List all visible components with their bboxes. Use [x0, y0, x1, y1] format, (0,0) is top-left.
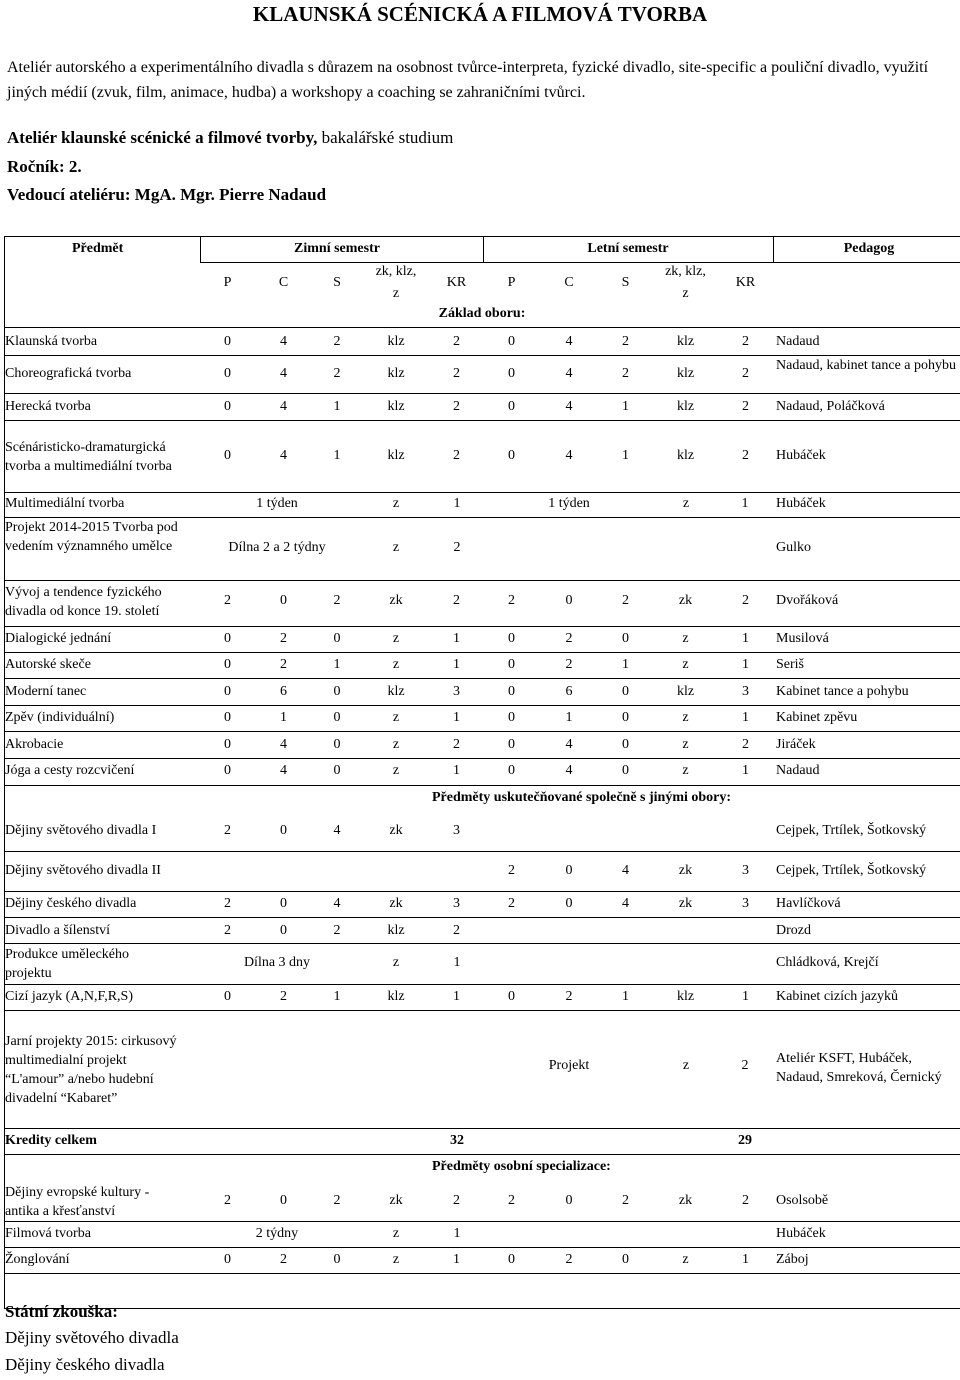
table-cell: klz [387, 366, 405, 381]
table-cell: 1 [333, 448, 341, 463]
table-cell: 2 [333, 923, 341, 938]
teacher-name: Havlíčková [776, 896, 841, 911]
table-cell: 2 [508, 1193, 515, 1208]
teacher-name: Nadaud, kabinet tance a pohybu [776, 358, 956, 373]
table-cell: 0 [280, 823, 287, 838]
header-exam-type: zk, klz, [665, 264, 706, 279]
table-cell: z [392, 657, 400, 672]
table-cell: 0 [565, 863, 573, 878]
table-cell: 2 [622, 593, 629, 608]
table-cell: 6 [565, 684, 573, 699]
table-cell: 2 [453, 593, 460, 608]
table-cell: 2 [453, 399, 460, 414]
table-cell: 0 [333, 631, 341, 646]
subject-name: Scénáristicko-dramaturgická tvorba a multimediální tvorba [5, 440, 172, 474]
table-cell: z [392, 737, 400, 752]
row-divider [4, 1221, 960, 1222]
row-divider [4, 1154, 960, 1155]
table-cell: 0 [224, 684, 231, 699]
table-cell: zk [678, 863, 693, 878]
row-divider [4, 705, 960, 706]
table-cell: 0 [280, 593, 287, 608]
program-line [7, 128, 453, 148]
row-divider [4, 1308, 960, 1309]
table-cell: 2 [333, 593, 341, 608]
intro-text: Ateliér autorského a experimentálního divadla s důrazem na osobnost tvůrce-interpreta, fyzické divadlo, site-specific a pouliční divadlo, využití jiných médií (zvuk, film, animace, hudba) a workshopy a coaching se zahraničními tvůrci. [7, 59, 929, 101]
subject-name: Multimediální tvorba [5, 496, 125, 511]
subject-name: Filmová tvorba [5, 1226, 91, 1241]
row-divider [4, 1273, 960, 1274]
table-cell: klz [387, 989, 405, 1004]
table-cell: 1 [453, 955, 461, 970]
row-divider [4, 1010, 960, 1011]
teacher-name: Musilová [776, 631, 829, 646]
row-divider [4, 917, 960, 918]
study-plan-table [2, 236, 959, 1308]
table-cell: 2 [742, 366, 749, 381]
table-cell: 2 [280, 1252, 287, 1267]
year-line: Ročník: 2. [7, 157, 82, 176]
table-cell: z [682, 657, 689, 672]
table-cell: z [392, 496, 400, 511]
table-cell: 2 [742, 593, 749, 608]
table-cell: 2 [280, 657, 287, 672]
subject-name: Cizí jazyk (A,N,F,R,S) [5, 989, 133, 1004]
table-cell: 2 [333, 1193, 341, 1208]
state-exam-item: Dějiny světového divadla [5, 1328, 179, 1347]
table-cell: 4 [622, 896, 629, 911]
teacher-name: Drozd [776, 923, 811, 938]
teacher-name: Nadaud [776, 763, 820, 778]
table-cell: 4 [565, 448, 573, 463]
header-exam-type: zk, klz, [375, 264, 417, 279]
table-cell: 4 [280, 448, 287, 463]
table-cell: 0 [508, 334, 515, 349]
table-cell: z [682, 496, 690, 511]
table-cell: 2 [453, 737, 460, 752]
table-cell: 2 [742, 334, 749, 349]
row-divider [4, 580, 960, 581]
table-cell: 4 [280, 334, 287, 349]
table-cell: klz [676, 684, 695, 699]
table-cell: 0 [565, 1193, 573, 1208]
table-cell: 4 [280, 366, 287, 381]
row-divider [4, 678, 960, 679]
subject-name: Dějiny světového divadla I [5, 823, 157, 838]
table-cell: 1 [622, 448, 629, 463]
table-cell: 4 [280, 763, 287, 778]
subject-name: Choreografická tvorba [5, 366, 132, 381]
row-divider [4, 851, 960, 852]
teacher-name: Ateliér KSFT, Hubáček, Nadaud, Smreková, Černický [776, 1051, 942, 1085]
teacher-name: Dvořáková [776, 593, 839, 608]
header-col-kr: KR [446, 275, 467, 290]
column-divider [200, 236, 201, 262]
header-col-s: S [621, 275, 630, 290]
document-title: KLAUNSKÁ SCÉNICKÁ A FILMOVÁ TVORBA [252, 2, 708, 26]
table-cell: 2 [280, 989, 287, 1004]
table-cell: 1 [565, 710, 573, 725]
table-cell: 2 [742, 399, 749, 414]
subject-name: Autorské skeče [5, 657, 91, 672]
table-cell: 1 [453, 710, 460, 725]
program-name: Ateliér klaunské scénické a filmové tvorby, [7, 128, 318, 147]
table-cell: 0 [224, 448, 231, 463]
table-cell: 1 [453, 989, 460, 1004]
section-specialization: Předměty osobní specializace: [432, 1159, 611, 1174]
table-cell: zk [389, 823, 403, 838]
header-col-kr: KR [735, 275, 756, 290]
row-divider [4, 626, 960, 627]
header-col-c: C [564, 275, 574, 290]
table-cell: 1 [333, 399, 341, 414]
span-cell: 1 týden [548, 496, 590, 511]
table-cell: 2 [453, 366, 460, 381]
table-cell: z [392, 1226, 400, 1241]
state-exam-item: Dějiny českého divadla [5, 1355, 165, 1374]
table-cell: 4 [565, 366, 573, 381]
total-summer: 29 [738, 1133, 752, 1148]
table-cell: 0 [508, 657, 515, 672]
teacher-name: Osolsobě [776, 1193, 829, 1208]
subject-name: Dějiny českého divadla [5, 896, 137, 911]
row-divider [4, 984, 960, 985]
row-divider [4, 327, 960, 328]
table-cell: 2 [565, 989, 573, 1004]
table-cell: z [392, 1252, 400, 1267]
subject-name: Zpěv (individuální) [5, 710, 115, 725]
teacher-name: Gulko [776, 540, 811, 555]
table-cell: 0 [622, 684, 629, 699]
table-cell: z [392, 710, 400, 725]
table-cell: z [392, 631, 400, 646]
table-cell: 2 [742, 737, 749, 752]
table-cell: 2 [622, 334, 629, 349]
table-cell: klz [676, 334, 695, 349]
teacher-name: Cejpek, Trtílek, Šotkovský [776, 863, 927, 878]
table-cell: 3 [453, 823, 460, 838]
subject-name: Kredity celkem [5, 1133, 97, 1148]
row-divider [4, 492, 960, 493]
row-divider [4, 1128, 960, 1129]
table-cell: 0 [622, 737, 629, 752]
table-cell: z [682, 737, 689, 752]
table-cell: zk [678, 1193, 693, 1208]
table-cell: 0 [622, 1252, 629, 1267]
table-cell: 0 [224, 1252, 231, 1267]
subject-name: Akrobacie [5, 737, 64, 752]
table-cell: 2 [741, 1058, 749, 1073]
table-cell: 4 [622, 863, 629, 878]
column-divider [483, 236, 484, 262]
table-cell: 2 [565, 657, 573, 672]
table-cell: 1 [622, 657, 629, 672]
teacher-name: Kabinet cizích jazyků [776, 989, 899, 1004]
table-cell: 1 [453, 496, 461, 511]
table-cell: klz [676, 366, 695, 381]
table-cell: 2 [224, 1193, 231, 1208]
table-cell: 1 [333, 657, 341, 672]
table-cell: 0 [508, 366, 515, 381]
teacher-name: Záboj [776, 1252, 809, 1267]
section-shared: Předměty uskutečňované společně s jinými obory: [432, 790, 732, 805]
row-divider [200, 262, 960, 263]
table-cell: 0 [224, 366, 231, 381]
table-cell: 0 [224, 989, 231, 1004]
teacher-name: Cejpek, Trtílek, Šotkovský [776, 823, 927, 838]
subject-name: Klaunská tvorba [5, 334, 98, 349]
head-line: Vedoucí ateliéru: MgA. Mgr. Pierre Nadaud [7, 185, 327, 204]
table-cell: 2 [622, 366, 629, 381]
subject-name: Dějiny evropské kultury - antika a křesťanství [5, 1185, 150, 1219]
teacher-name: Nadaud [776, 334, 820, 349]
table-cell: 0 [224, 399, 231, 414]
table-cell: z [682, 631, 689, 646]
teacher-name: Kabinet tance a pohybu [776, 684, 909, 699]
table-cell: z [682, 763, 689, 778]
table-cell: 3 [742, 684, 749, 699]
table-cell: 1 [453, 631, 460, 646]
table-cell: z [682, 1058, 690, 1073]
table-cell: 3 [453, 684, 460, 699]
table-cell: 2 [224, 823, 231, 838]
table-cell: 2 [333, 334, 341, 349]
table-cell: 0 [622, 763, 629, 778]
table-cell: 0 [622, 631, 629, 646]
table-cell: 6 [280, 684, 287, 699]
state-exam-title: Státní zkouška: [5, 1302, 118, 1321]
table-cell: 2 [453, 334, 460, 349]
table-cell: z [392, 540, 400, 555]
subject-name: Moderní tanec [5, 684, 87, 699]
table-cell: klz [387, 684, 405, 699]
table-cell: 0 [508, 763, 515, 778]
table-cell: 4 [565, 334, 573, 349]
row-divider [4, 943, 960, 944]
table-cell: 1 [622, 399, 629, 414]
table-cell: 4 [565, 763, 573, 778]
table-cell: z [682, 1252, 689, 1267]
table-cell: 2 [565, 1252, 573, 1267]
table-cell: 1 [742, 631, 749, 646]
header-summer: Letní semestr [587, 241, 669, 256]
table-cell: 1 [742, 657, 749, 672]
table-cell: 1 [741, 496, 749, 511]
teacher-name: Hubáček [776, 496, 826, 511]
row-divider [4, 236, 960, 237]
table-cell: 2 [224, 896, 231, 911]
subject-name: Produkce uměleckého projektu [5, 947, 130, 981]
table-cell: 4 [565, 399, 573, 414]
table-cell: 3 [742, 863, 749, 878]
header-col-s: S [333, 275, 341, 290]
table-cell: klz [387, 923, 405, 938]
table-cell: klz [676, 989, 695, 1004]
table-cell: 0 [565, 593, 573, 608]
teacher-name: Chládková, Krejčí [776, 955, 879, 970]
subject-name: Vývoj a tendence fyzického divadla od konce 19. století [5, 585, 162, 619]
table-cell: 2 [508, 863, 515, 878]
table-cell: klz [387, 399, 405, 414]
table-cell: 2 [742, 1193, 749, 1208]
table-cell: z [392, 763, 400, 778]
row-divider [4, 1247, 960, 1248]
table-cell: 0 [508, 399, 515, 414]
header-teacher: Pedagog [843, 241, 895, 256]
table-cell: 0 [280, 896, 287, 911]
table-cell: 0 [224, 631, 231, 646]
table-cell: 1 [453, 1252, 460, 1267]
table-cell: 0 [508, 737, 515, 752]
subject-name: Divadlo a šílenství [5, 923, 110, 938]
table-cell: 2 [333, 366, 341, 381]
span-cell: Dílna 2 a 2 týdny [228, 540, 326, 555]
row-divider [4, 652, 960, 653]
row-divider [4, 891, 960, 892]
table-cell: 0 [224, 710, 231, 725]
table-cell: 1 [742, 763, 749, 778]
table-cell: 2 [453, 540, 461, 555]
table-cell: 0 [333, 710, 341, 725]
table-cell: zk [678, 896, 693, 911]
table-cell: 2 [280, 631, 287, 646]
subject-name: Dialogické jednání [5, 631, 112, 646]
table-cell: 4 [333, 823, 341, 838]
table-cell: 0 [224, 737, 231, 752]
table-cell: klz [676, 448, 695, 463]
subject-name: Dějiny světového divadla II [5, 863, 161, 878]
table-cell: zk [389, 1193, 403, 1208]
table-cell: 2 [508, 593, 515, 608]
table-cell: 1 [453, 1226, 461, 1241]
table-cell: klz [387, 448, 405, 463]
section-foundation: Základ oboru: [438, 306, 526, 321]
teacher-name: Seriš [776, 657, 804, 672]
header-subject: Předmět [72, 241, 124, 256]
table-cell: 0 [333, 684, 341, 699]
table-cell: 4 [280, 399, 287, 414]
table-cell: 1 [453, 763, 460, 778]
table-cell: 1 [333, 989, 341, 1004]
table-cell: 0 [508, 631, 515, 646]
table-cell: 0 [508, 989, 515, 1004]
table-cell: 1 [622, 989, 629, 1004]
teacher-name: Nadaud, Poláčková [776, 399, 885, 414]
header-exam-type: z [682, 286, 689, 301]
table-cell: 1 [453, 657, 460, 672]
row-divider [4, 785, 960, 786]
row-divider [4, 731, 960, 732]
table-cell: 1 [742, 710, 749, 725]
table-cell: 2 [622, 1193, 629, 1208]
teacher-name: Kabinet zpěvu [776, 710, 858, 725]
table-cell: 0 [224, 763, 231, 778]
table-cell: 4 [333, 896, 341, 911]
column-divider [773, 236, 774, 262]
table-cell: zk [389, 593, 403, 608]
table-cell: 2 [508, 896, 515, 911]
table-cell: 2 [224, 593, 231, 608]
table-cell: 0 [565, 896, 573, 911]
table-cell: 3 [453, 896, 460, 911]
table-cell: 1 [742, 989, 749, 1004]
table-cell: 0 [333, 737, 341, 752]
table-cell: zk [678, 593, 693, 608]
span-cell: 1 týden [256, 496, 298, 511]
row-divider [4, 758, 960, 759]
table-cell: klz [676, 399, 695, 414]
span-cell: Dílna 3 dny [243, 955, 311, 970]
row-divider [4, 393, 960, 394]
span-cell: Projekt [548, 1058, 590, 1073]
header-col-c: C [278, 275, 289, 290]
table-cell: 1 [280, 710, 287, 725]
table-cell: 0 [508, 1252, 515, 1267]
table-cell: 0 [224, 334, 231, 349]
table-cell: zk [389, 896, 403, 911]
table-cell: 2 [742, 448, 749, 463]
table-cell: z [392, 955, 400, 970]
table-cell: klz [387, 334, 405, 349]
table-cell: 4 [565, 737, 573, 752]
table-cell: 0 [280, 1193, 287, 1208]
header-col-p: P [507, 275, 516, 290]
header-winter: Zimní semestr [294, 241, 380, 256]
header-col-p: P [223, 275, 232, 290]
table-cell: 0 [508, 710, 515, 725]
table-cell: 0 [508, 684, 515, 699]
table-cell: 0 [333, 1252, 341, 1267]
teacher-name: Hubáček [776, 448, 826, 463]
table-cell: 2 [453, 1193, 460, 1208]
teacher-name: Hubáček [776, 1226, 826, 1241]
table-cell: 2 [453, 923, 460, 938]
table-cell: z [682, 710, 689, 725]
program-type: bakalářské studium [317, 128, 454, 147]
total-winter: 32 [450, 1133, 464, 1148]
table-cell: 0 [224, 657, 231, 672]
table-cell: 2 [224, 923, 231, 938]
subject-name: Jóga a cesty rozcvičení [5, 763, 135, 778]
table-cell: 1 [742, 1252, 749, 1267]
header-exam-type: z [392, 286, 400, 301]
table-cell: 0 [622, 710, 629, 725]
subject-name: Herecká tvorba [5, 399, 91, 414]
subject-name: Projekt 2014-2015 Tvorba pod vedením významného umělce [5, 520, 178, 554]
table-cell: 3 [742, 896, 749, 911]
table-cell: 0 [280, 923, 287, 938]
table-cell: 0 [333, 763, 341, 778]
table-cell: 0 [508, 448, 515, 463]
table-cell: 2 [565, 631, 573, 646]
subject-name: Žonglování [5, 1252, 70, 1267]
table-cell: 2 [453, 448, 460, 463]
row-divider [4, 420, 960, 421]
table-cell: 4 [280, 737, 287, 752]
teacher-name: Jiráček [776, 737, 816, 752]
span-cell: 2 týdny [255, 1226, 299, 1241]
subject-name: Jarní projekty 2015: cirkusový multimedialní projekt “L'amour” a/nebo hudební divadelní “Kabaret” [5, 1034, 177, 1106]
